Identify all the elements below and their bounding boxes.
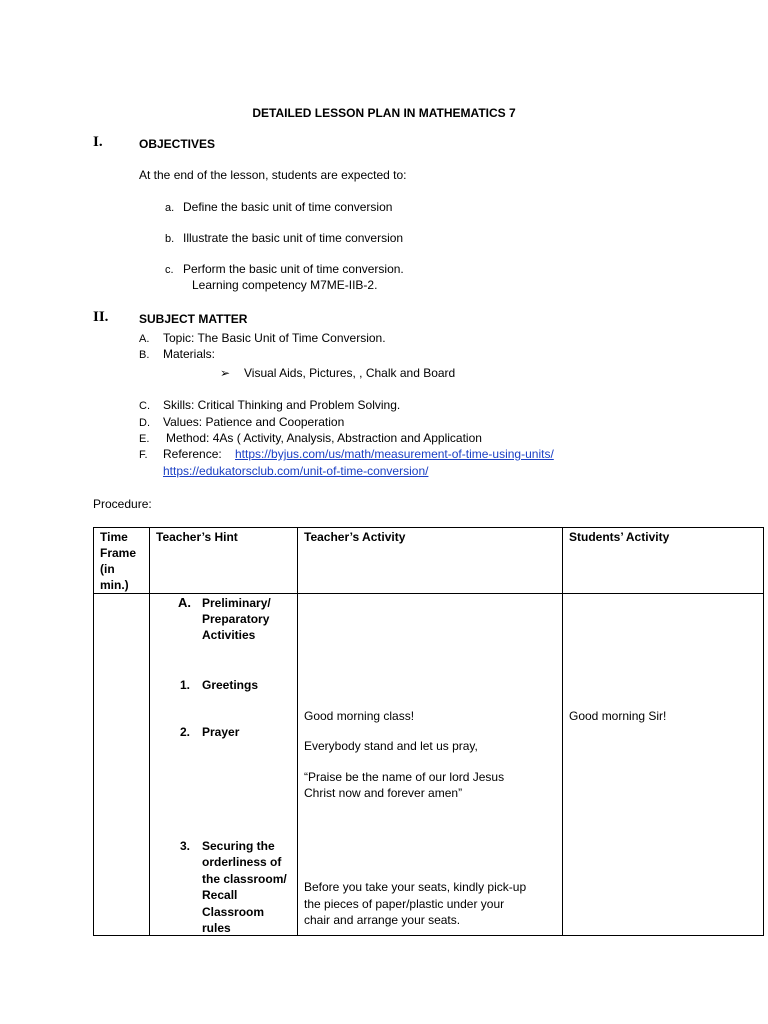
hint-prayer: Prayer: [202, 725, 240, 739]
reference-marker: F.: [139, 449, 148, 461]
cell-teachers-activity: [298, 594, 563, 936]
skills-text: Skills: Critical Thinking and Problem Solving.: [163, 398, 401, 412]
reference-link-byjus[interactable]: https://byjus.com/us/math/measurement-of-time-using-units/: [235, 447, 554, 461]
topic-text: Topic: The Basic Unit of Time Conversion.: [163, 331, 386, 345]
teacher-prayer-line: “Praise be the name of our lord Jesus: [304, 770, 505, 784]
objectives-heading: OBJECTIVES: [139, 137, 216, 151]
header-time-frame-line: Time: [100, 530, 128, 544]
hint-3-line: rules: [202, 921, 231, 935]
page-title: DETAILED LESSON PLAN IN MATHEMATICS 7: [252, 106, 516, 120]
values-marker: D.: [139, 417, 150, 429]
values-line: [139, 415, 344, 431]
header-teachers-activity: [298, 528, 563, 594]
reference-label: Reference:: [163, 447, 222, 461]
teacher-greeting: Good morning class!: [304, 709, 415, 723]
cell-time-frame: [94, 594, 150, 936]
reference-line-2: [163, 464, 428, 479]
section-numeral-objectives: I.: [93, 134, 103, 150]
topic-marker: A.: [139, 333, 150, 345]
objective-text: Illustrate the basic unit of time conversion: [183, 231, 404, 245]
cell-students-activity: [563, 594, 764, 936]
hint-3-line: Classroom: [202, 905, 265, 919]
table-row: [94, 594, 764, 936]
hint-3-line: orderliness of: [202, 855, 282, 869]
learning-competency: Learning competency M7ME-IIB-2.: [192, 278, 378, 292]
topic-line: [139, 331, 386, 347]
cell-teachers-hint: [150, 594, 298, 936]
reference-link-edukatorsclub[interactable]: https://edukatorsclub.com/unit-of-time-conversion/: [163, 464, 429, 478]
materials-line: [139, 347, 215, 363]
teacher-stand: Everybody stand and let us pray,: [304, 739, 478, 753]
hint-a-line: Preparatory: [202, 612, 270, 626]
hint-a-line: Activities: [202, 628, 256, 642]
values-text: Values: Patience and Cooperation: [163, 415, 345, 429]
objective-text: Define the basic unit of time conversion: [183, 200, 393, 214]
objective-marker: a.: [165, 202, 175, 214]
skills-line: [139, 398, 400, 414]
materials-label: Materials:: [163, 347, 216, 361]
hint-3-line: Securing the: [202, 839, 275, 853]
hint-a-marker: A.: [178, 595, 191, 610]
hint-greetings: Greetings: [202, 678, 259, 692]
skills-marker: C.: [139, 400, 150, 412]
header-teachers-activity-text: Teacher’s Activity: [304, 530, 406, 544]
header-time-frame: [94, 528, 150, 594]
materials-item: [220, 366, 455, 381]
teacher-seats-line: chair and arrange your seats.: [304, 913, 461, 927]
section-numeral-subject-matter: II.: [93, 309, 109, 325]
method-text: Method: 4As ( Activity, Analysis, Abstraction and Application: [166, 431, 482, 445]
procedure-table: [93, 527, 764, 936]
objective-item: [165, 231, 403, 247]
method-line: [139, 431, 482, 447]
teacher-seats-line: the pieces of paper/plastic under your: [304, 897, 505, 911]
hint-3-marker: 3.: [180, 839, 191, 853]
header-teachers-hint-text: Teacher’s Hint: [156, 530, 238, 544]
objective-item: [165, 200, 392, 216]
header-students-activity: [563, 528, 764, 594]
materials-marker: B.: [139, 349, 150, 361]
hint-a-line: Preliminary/: [202, 596, 271, 610]
teacher-seats-line: Before you take your seats, kindly pick-up: [304, 880, 527, 894]
objective-marker: c.: [165, 264, 174, 276]
objectives-intro: At the end of the lesson, students are expected to:: [139, 168, 407, 182]
header-time-frame-line: (in: [100, 562, 115, 576]
header-teachers-hint: [150, 528, 298, 594]
subject-matter-heading: SUBJECT MATTER: [139, 312, 248, 326]
hint-1-marker: 1.: [180, 678, 191, 692]
teacher-prayer-line: Christ now and forever amen”: [304, 786, 463, 800]
reference-line: [139, 447, 554, 463]
header-students-activity-text: Students’ Activity: [569, 530, 670, 544]
materials-item-text: Visual Aids, Pictures, , Chalk and Board: [244, 366, 456, 380]
hint-3-line: the classroom/: [202, 872, 287, 886]
procedure-label: Procedure:: [93, 497, 152, 511]
students-greeting: Good morning Sir!: [569, 709, 667, 723]
method-marker: E.: [139, 433, 150, 445]
objective-marker: b.: [165, 233, 175, 245]
header-time-frame-line: Frame: [100, 546, 137, 560]
header-time-frame-line: min.): [100, 578, 129, 592]
hint-2-marker: 2.: [180, 725, 191, 739]
objective-item: [165, 262, 404, 278]
objective-text: Perform the basic unit of time conversion.: [183, 262, 404, 276]
arrow-bullet-icon: ➢: [220, 366, 231, 380]
table-header-row: [94, 528, 764, 594]
hint-3-line: Recall: [202, 888, 238, 902]
